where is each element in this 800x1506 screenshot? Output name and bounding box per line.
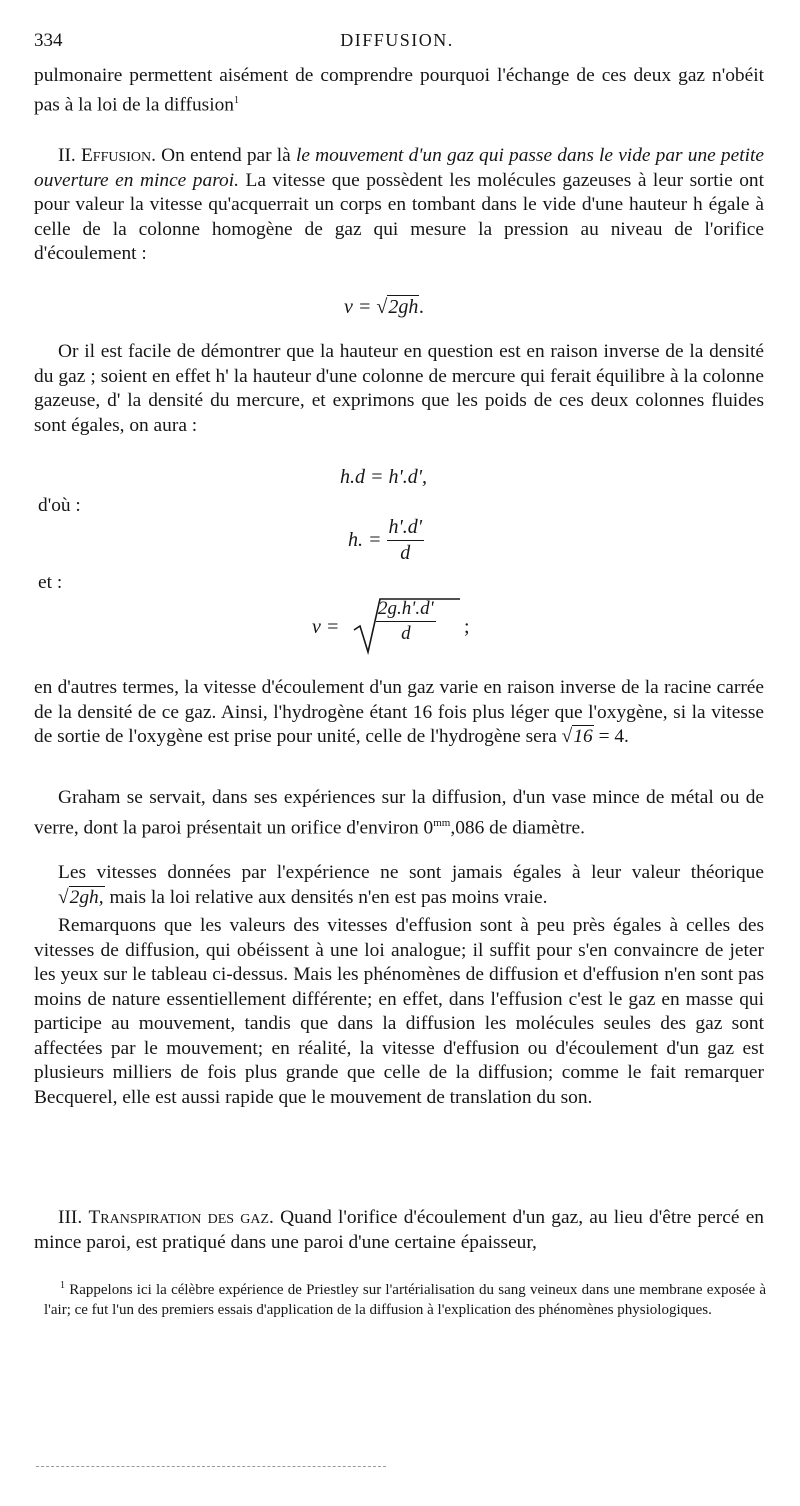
equation-velocity: v = √2gh. [344, 296, 425, 318]
section-heading: Transpiration des gaz. [88, 1207, 274, 1228]
footnote-reference: 1 [233, 94, 239, 106]
paragraph-inverse-root: en d'autres termes, la vitesse d'écoulement d'un gaz varie en raison inverse de la racine carrée de la densité de ce gaz. Ainsi, l'hydrogène étant 16 fois plus léger que l'oxygène, si la vitesse de sortie de l'oxygène est prise pour unité, celle de l'hydrogène sera √16 = 4. [34, 676, 764, 750]
fraction: $\frac{h'.d'}{d}$ [388, 516, 423, 564]
square-root: √2gh [376, 296, 419, 318]
definition-text: le mouvement d'un gaz qui passe dans le vide par une petite ouverture en mince paroi. [34, 145, 764, 191]
section-effusion: II. Effusion. On entend par là le mouvement d'un gaz qui passe dans le vide par une petite ouverture en mince paroi. La vitesse que possèdent les molécules gazeuses à leur sortie ont pour valeur la vitesse qu'acquerrait un corps en tombant dans le vide d'une hauteur h égale à celle de la colonne homogène de gaz qui mesure la pression au niveau de l'orifice d'écoulement : [34, 145, 764, 264]
square-root: √16 [561, 726, 593, 747]
footnote-mark: 1 [60, 1280, 65, 1291]
paragraph-theoretical: Les vitesses données par l'expérience ne sont jamais égales à leur valeur théorique √2gh, mais la loi relative aux densités n'en est pas moins vraie. [34, 861, 764, 910]
equation-height: h. = $\frac{h'.d'}{d}$ [348, 516, 423, 564]
page-number: 334 [34, 30, 63, 51]
continued-paragraph: pulmonaire permettent aisément de comprendre pourquoi l'échange de ces deux gaz n'obéit pas à la loi de la diffusion$^1$ [34, 65, 764, 115]
unit-superscript: mm [433, 816, 451, 829]
section-heading: Effusion. [80, 145, 156, 166]
square-root: √2gh, [58, 886, 104, 908]
footnote: $^1$ Rappelons ici la célèbre expérience de Priestley sur l'artérialisation du sang veineux dans une membrane exposée à l'air; ce fut l'un des premiers essais d'application de la diffusion à l'explication des phénomènes physiologiques. [44, 1280, 767, 1318]
section-transpiration: III. Transpiration des gaz. Quand l'orifice d'écoulement d'un gaz, au lieu d'être percé en mince paroi, est pratiqué dans une paroi d'une certaine épaisseur, [34, 1207, 764, 1253]
bottom-rule [36, 1466, 386, 1467]
section-number: II. [58, 145, 76, 166]
page-header [34, 30, 760, 56]
paragraph-comparison: Remarquons que les valeurs des vitesses d'effusion sont à peu près égales à celles des vitesses de diffusion, qui obéissent à une loi analogue; il suffit pour s'en convaincre de jeter les yeux sur le tableau ci-dessus. Mais les phénomènes de diffusion et d'effusion n'en sont pas moins de nature essentiellement différente; en effet, dans l'effusion c'est le gaz en masse qui participe au mouvement, tandis que dans la diffusion les molécules seules des gaz sont affectées par le mouvement; en réalité, la vitesse d'effusion ou d'écoulement d'un gaz est plusieurs milliers de fois plus grande que celle de la diffusion; comme le fait remarquer Becquerel, elle est aussi rapide que le mouvement de translation du son. [34, 915, 764, 1108]
label-et: et : [38, 572, 63, 593]
label-dou: d'où : [38, 495, 81, 516]
running-title: DIFFUSION. [340, 30, 454, 50]
fraction: 2g.h'.d' d [378, 598, 434, 644]
paragraph-graham: Graham se servait, dans ses expériences sur la diffusion, d'un vase mince de métal ou de verre, dont la paroi présentait un orifice d'environ $0^{mm},086$ de diamètre. [34, 787, 764, 838]
section-number: III. [58, 1207, 83, 1228]
equation-weights: h.d = h'.d', [340, 466, 428, 488]
equation-velocity-density: v = 2g.h'.d' d ; [312, 596, 512, 656]
paragraph-density: Or il est facile de démontrer que la hauteur en question est en raison inverse de la densité du gaz ; soient en effet h' la hauteur d'une colonne de mercure qui ferait équilibre à la colonne gazeuse, d' la densité du mercure, et exprimons que les poids de ces deux colonnes fluides sont égales, on aura : [34, 341, 764, 436]
